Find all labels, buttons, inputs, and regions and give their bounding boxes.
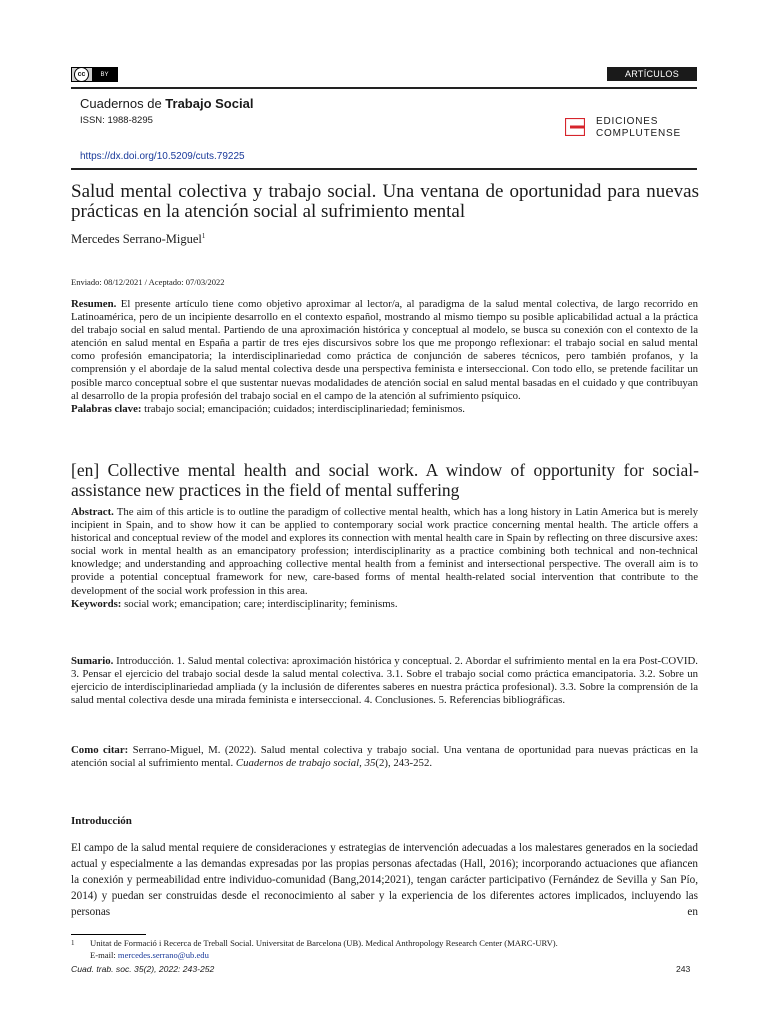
resumen: Resumen. El presente artículo tiene como objetivo aproximar al lector/a, al paradigma de la salud mental colectiva, de largo recorrido en Latinoamérica, pero de un incipiente desarrollo en el contexto español, mostrando al mismo tiempo su posible aplicabilidad actual a la práctica del trabajo social en salud mental. Partiendo de una aproximación histórica y conceptual al modelo, se busca su conexión con el contexto de la atención en salud mental en España a partir de tres ejes discursivos sobre los que me propongo reflexionar: el trabajo social en salud mental como profesión emancipatoria; la interdisciplinariedad como práctica de conjunción de saberes técnicos, pero también profanos, y la comprensión y el abordaje de la salud mental colectiva desde una perspectiva feminista e interseccional. Con todo ello, se pretende facilitar un posible marco conceptual sobre el que sustentar nuevas modalidades de atención social en salud mental basadas en el cuidado y que contribuyan al desarrollo de la propia profesión del trabajo social en el campo de la atención al sufrimiento psíquico. Palabras clave: trabajo social; emancipación; cuidados; interdisciplinariedad; feminismos. xyxy=(71,298,698,415)
author-footnote-ref[interactable]: 1 xyxy=(201,232,206,240)
author-name: Mercedes Serrano-Miguel$^1$ xyxy=(71,232,206,247)
ediciones-complutense-logo-icon xyxy=(565,118,585,136)
page-number: 243 xyxy=(676,964,691,974)
doi-link[interactable]: https://dx.doi.org/10.5209/cuts.79225 xyxy=(80,151,245,162)
sumario: Sumario. Introducción. 1. Salud mental colectiva: aproximación histórica y conceptual. 2. Abordar el sufrimiento mental en la era Post-COVID. 3. Pensar el ejercicio del trabajo social desde la salud mental colectiva. 3.1. Sobre el trabajo social como práctica emancipatoria. 3.2. Sobre un ejercicio de interdisciplinariedad ampliada (y la inclusión de diferentes saberes en nuestra práctica profesional). 3.3. Sobre la comprensión de la salud mental colectiva desde una mirada feminista e interseccional. 4. Conclusiones. 5. Referencias bibliográficas. xyxy=(71,655,698,707)
como-citar: Como citar: Serrano-Miguel, M. (2022). Salud mental colectiva y trabajo social. Una ventana de oportunidad para nuevas prácticas en la atención social al sufrimiento mental. Cuadernos de trabajo social, 35(2), 243-252. xyxy=(71,744,698,770)
submission-dates: Enviado: 08/12/2021 / Aceptado: 07/03/2022 xyxy=(71,277,225,287)
section-badge: ARTÍCULOS xyxy=(607,67,697,81)
publisher-name: EDICIONES COMPLUTENSE xyxy=(596,116,681,139)
cc-icon: cc xyxy=(74,67,89,82)
footer-citation: Cuad. trab. soc. 35(2), 2022: 243-252 xyxy=(71,964,215,974)
journal-name: Cuadernos de Trabajo Social xyxy=(80,96,254,111)
cc-by-license-badge[interactable] xyxy=(71,67,118,82)
english-title: [en] Collective mental health and social work. A window of opportunity for social-assistance new practices in the field of mental suffering xyxy=(71,460,699,500)
intro-paragraph: El campo de la salud mental requiere de consideraciones y estrategias de intervención adecuadas a los malestares generados en la sociedad actual y especialmente a las demandas expresadas por las propias personas afectadas (Hall, 2016); incorporando actuaciones que afiancen la conexión y permeabilidad entre individuo-comunidad (Bang,2014;2021), tengan carácter participativo (Fernández de Sevilla y San Pío, 2014) y puedan ser construidas desde el reconocimiento al saber y la experiencia de los diferentes actores implicados, incluyendo las personas en xyxy=(71,842,698,918)
footnote: 1 Unitat de Formació i Recerca de Treball Social. Universitat de Barcelona (UB). Medical Anthropology Research Center (MARC-URV). E-mail: mercedes.serrano@ub.edu xyxy=(71,938,558,960)
footnote-divider xyxy=(71,934,146,935)
section-heading-introduccion: Introducción xyxy=(71,815,132,827)
abstract: Abstract. The aim of this article is to outline the paradigm of collective mental health, which has a long history in Latin America but is merely incipient in Spain, and to show how it can be applied to contemporary social work practice concerning mental health. The article offers a historical and conceptual review of the model and explores its connection with mental health care in Spain by reflecting on three discursive axes: social work in mental health as an emancipatory profession; interdisciplinarity as a practice combining both technical and non-technical knowledge; and understanding and approaching collective mental health from a feminist and intersectional perspective. The overall aim is to provide a potential conceptual framework for new, care-based forms of mental health-related social intervention that contribute to the development of the social work profession in this area. Keywords: social work; emancipation; care; interdisciplinarity; feminisms. xyxy=(71,506,698,610)
by-icon: BY xyxy=(92,68,117,81)
issn: ISSN: 1988-8295 xyxy=(80,115,153,126)
article-title: Salud mental colectiva y trabajo social. Una ventana de oportunidad para nuevas prácticas en la atención social al sufrimiento mental xyxy=(71,181,699,222)
author-email-link[interactable]: mercedes.serrano@ub.edu xyxy=(117,949,209,960)
